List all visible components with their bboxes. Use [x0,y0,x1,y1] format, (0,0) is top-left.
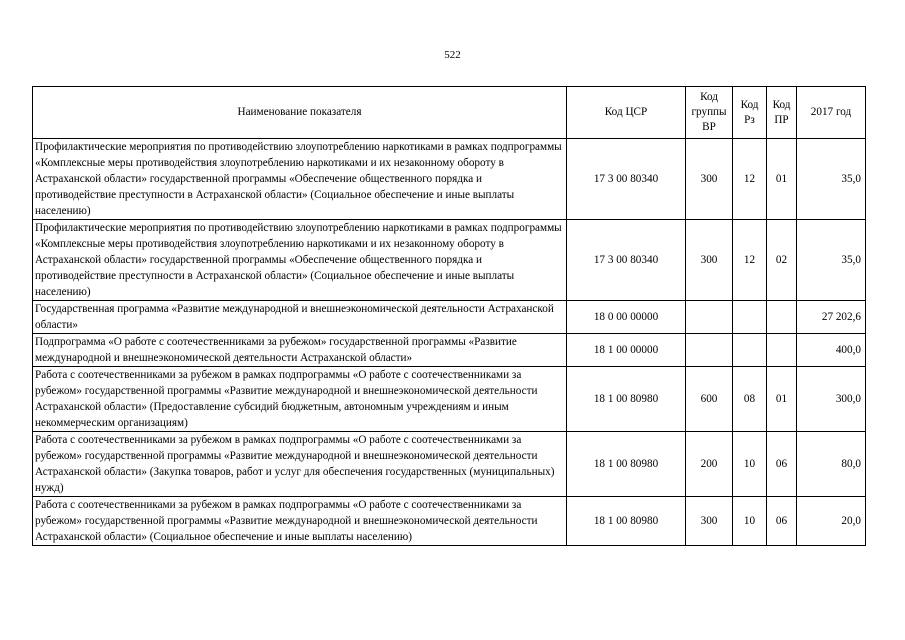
header-pr: Код ПР [767,87,797,139]
row-rz-code: 12 [733,139,767,220]
row-vr-code: 300 [686,220,733,301]
row-amount: 20,0 [797,497,866,546]
row-vr-code: 600 [686,367,733,432]
page-number: 522 [444,49,461,61]
row-pr-code: 06 [767,497,797,546]
header-name: Наименование показателя [33,87,567,139]
header-vr: Код группы ВР [686,87,733,139]
row-pr-code: 01 [767,139,797,220]
row-csr-code: 17 3 00 80340 [567,220,686,301]
row-rz-code: 12 [733,220,767,301]
row-rz-code: 08 [733,367,767,432]
table-row [33,139,866,220]
table-row [33,367,866,432]
row-rz-code [733,301,767,334]
row-amount: 400,0 [797,334,866,367]
row-amount: 35,0 [797,139,866,220]
row-csr-code: 17 3 00 80340 [567,139,686,220]
table-header-row [33,87,866,139]
table-row [33,497,866,546]
row-pr-code [767,334,797,367]
header-csr: Код ЦСР [567,87,686,139]
row-vr-code: 300 [686,139,733,220]
row-name: Государственная программа «Развитие международной и внешнеэкономической деятельности Астраханской области» [33,301,567,334]
row-csr-code: 18 1 00 00000 [567,334,686,367]
table-row [33,301,866,334]
row-csr-code: 18 1 00 80980 [567,432,686,497]
header-year: 2017 год [797,87,866,139]
row-name: Работа с соотечественниками за рубежом в рамках подпрограммы «О работе с соотечественниками за рубежом» государственной программы «Развитие международной и внешнеэкономической деятельности Астраханской области» (Закупка товаров, работ и услуг для обеспечения государственных (муниципальных) нужд) [33,432,567,497]
row-vr-code: 300 [686,497,733,546]
row-rz-code [733,334,767,367]
budget-table [32,86,866,546]
table-row [33,334,866,367]
row-name: Профилактические мероприятия по противодействию злоупотреблению наркотиками в рамках подпрограммы «Комплексные меры противодействия злоупотреблению наркотиками и их незаконному обороту в Астраханской области» государственной программы «Обеспечение общественного порядка и противодействие преступности в Астраханской области» (Социальное обеспечение и иные выплаты населению) [33,220,567,301]
row-pr-code: 01 [767,367,797,432]
row-vr-code [686,334,733,367]
row-vr-code: 200 [686,432,733,497]
row-name: Профилактические мероприятия по противодействию злоупотреблению наркотиками в рамках подпрограммы «Комплексные меры противодействия злоупотреблению наркотиками и их незаконному обороту в Астраханской области» государственной программы «Обеспечение общественного порядка и противодействие преступности в Астраханской области» (Социальное обеспечение и иные выплаты населению) [33,139,567,220]
row-name: Подпрограмма «О работе с соотечественниками за рубежом» государственной программы «Развитие международной и внешнеэкономической деятельности Астраханской области» [33,334,567,367]
row-amount: 27 202,6 [797,301,866,334]
row-csr-code: 18 1 00 80980 [567,497,686,546]
row-pr-code: 02 [767,220,797,301]
row-name: Работа с соотечественниками за рубежом в рамках подпрограммы «О работе с соотечественниками за рубежом» государственной программы «Развитие международной и внешнеэкономической деятельности Астраханской области» (Предоставление субсидий бюджетным, автономным учреждениям и иным некоммерческим организациям) [33,367,567,432]
table-row [33,220,866,301]
row-vr-code [686,301,733,334]
row-rz-code: 10 [733,432,767,497]
row-pr-code [767,301,797,334]
row-amount: 35,0 [797,220,866,301]
row-csr-code: 18 1 00 80980 [567,367,686,432]
header-rz: Код Рз [733,87,767,139]
row-name: Работа с соотечественниками за рубежом в рамках подпрограммы «О работе с соотечественниками за рубежом» государственной программы «Развитие международной и внешнеэкономической деятельности Астраханской области» (Социальное обеспечение и иные выплаты населению) [33,497,567,546]
row-pr-code: 06 [767,432,797,497]
row-amount: 80,0 [797,432,866,497]
row-amount: 300,0 [797,367,866,432]
table-row [33,432,866,497]
row-csr-code: 18 0 00 00000 [567,301,686,334]
row-rz-code: 10 [733,497,767,546]
